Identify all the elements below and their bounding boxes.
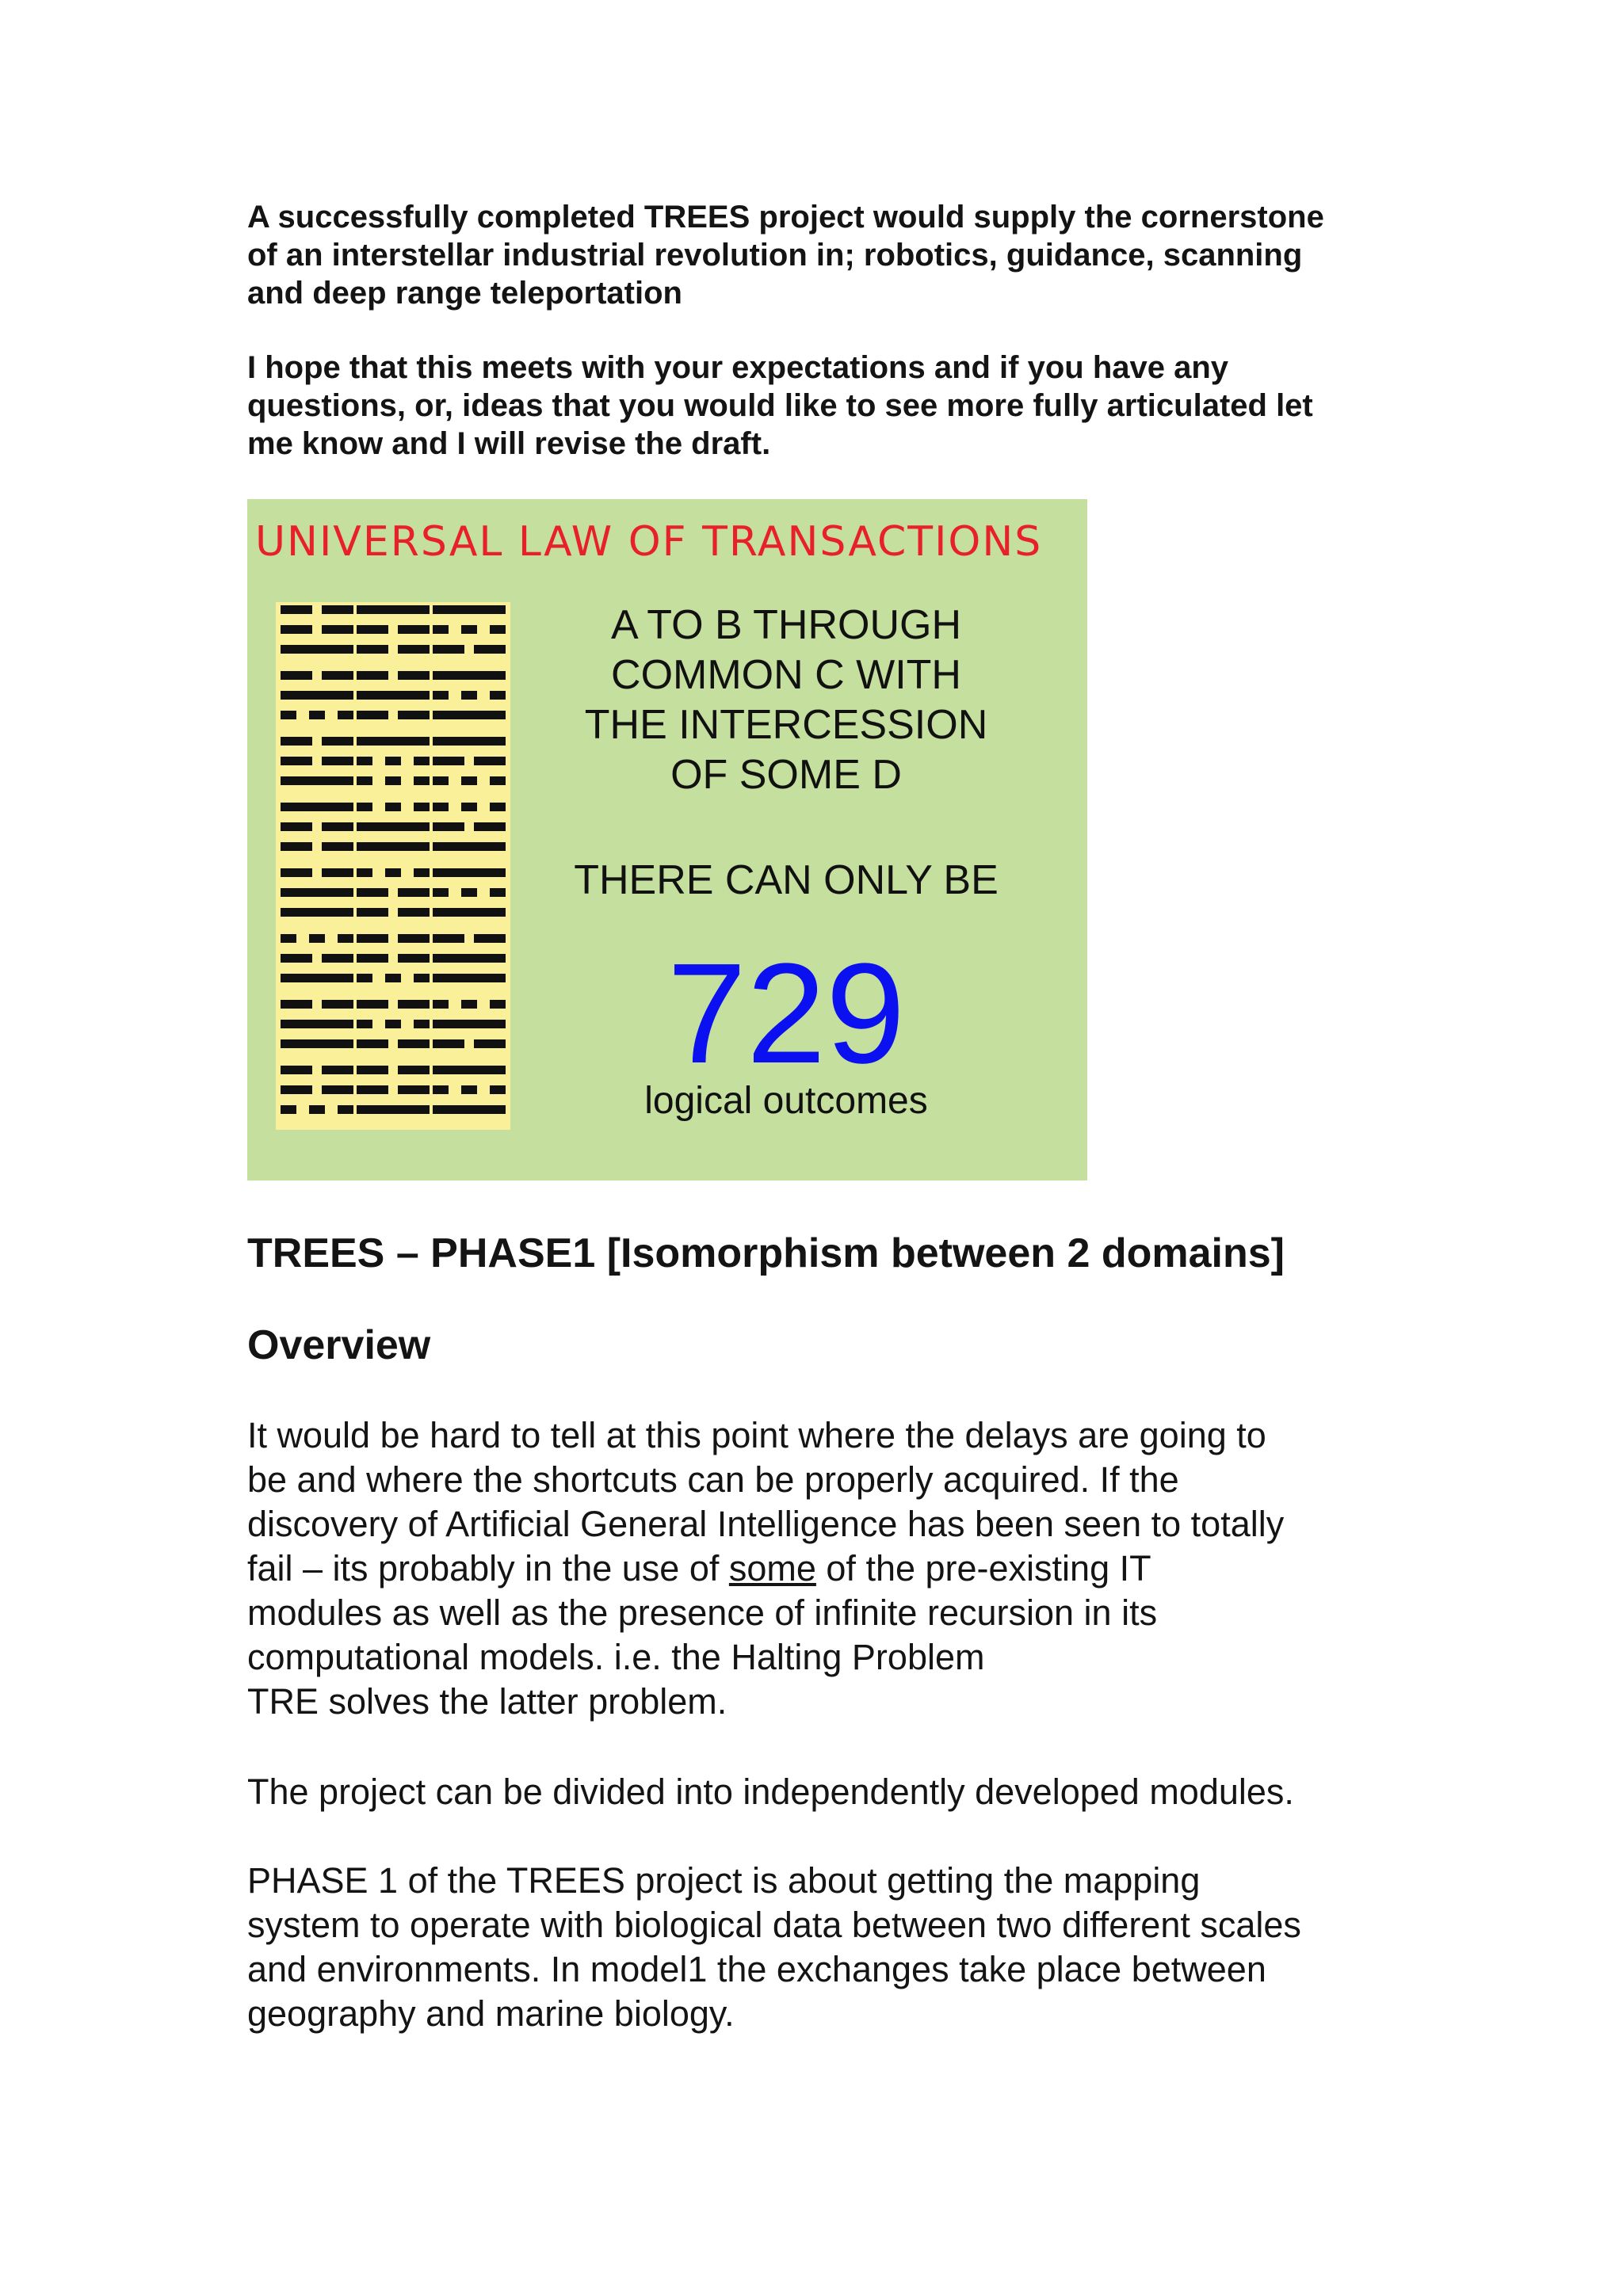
text-line: and environments. In model1 the exchanges take place between [247, 1949, 1266, 1989]
text-line: and deep range teleportation [247, 276, 682, 311]
figure-line: A TO B THROUGH [610, 602, 962, 648]
text-line: TRE solves the latter problem. [247, 1681, 727, 1722]
text-line: I hope that this meets with your expectations and if you have any [247, 350, 1229, 385]
overview-heading: Overview [247, 1322, 431, 1368]
figure-only-text: THERE CAN ONLY BE [574, 857, 999, 903]
figure-outcomes-label: logical outcomes [644, 1080, 928, 1122]
intro-paragraph-1 [247, 198, 1388, 312]
intro-paragraph-2 [247, 349, 1388, 463]
text-line: system to operate with biological data between two different scales [247, 1905, 1301, 1945]
text-line: computational models. i.e. the Halting Problem [247, 1637, 985, 1677]
hexagram-grid-panel [276, 602, 510, 1130]
overview-paragraph-2: The project can be divided into independently developed modules. [247, 1772, 1294, 1812]
section-heading: TREES – PHASE1 [Isomorphism between 2 domains] [247, 1230, 1285, 1276]
figure-line: COMMON C WITH [611, 652, 961, 698]
text-line: questions, or, ideas that you would like to see more fully articulated let [247, 388, 1313, 423]
figure-title: UNIVERSAL LAW OF TRANSACTIONS [255, 518, 1043, 566]
text-line: me know and I will revise the draft. [247, 426, 771, 461]
text-line: modules as well as the presence of infinite recursion in its [247, 1592, 1158, 1633]
overview-paragraph-3 [247, 1859, 1404, 2036]
figure-line: OF SOME D [670, 752, 902, 798]
text-line [247, 1547, 1404, 1591]
text-line: of an interstellar industrial revolution in; robotics, guidance, scanning [247, 238, 1303, 273]
figure-statement [540, 601, 1032, 800]
text-line: It would be hard to tell at this point where the delays are going to [247, 1415, 1266, 1455]
text-line: geography and marine biology. [247, 1993, 735, 2034]
text-line: A successfully completed TREES project would supply the cornerstone [247, 200, 1324, 235]
text-segment: fail – its probably in the use of [247, 1548, 729, 1589]
figure-number: 729 [666, 934, 906, 1093]
overview-paragraph-1 [247, 1413, 1404, 1724]
figure-line: THE INTERCESSION [584, 702, 988, 748]
underlined-word: some [728, 1548, 816, 1589]
text-line: discovery of Artificial General Intelligence has been seen to totally [247, 1504, 1285, 1544]
hexagram-grid-icon [276, 602, 510, 1130]
universal-law-figure [247, 499, 1087, 1180]
text-line: be and where the shortcuts can be properly acquired. If the [247, 1459, 1179, 1500]
text-segment: of the pre-existing IT [815, 1548, 1151, 1589]
text-line: PHASE 1 of the TREES project is about getting the mapping [247, 1860, 1201, 1901]
